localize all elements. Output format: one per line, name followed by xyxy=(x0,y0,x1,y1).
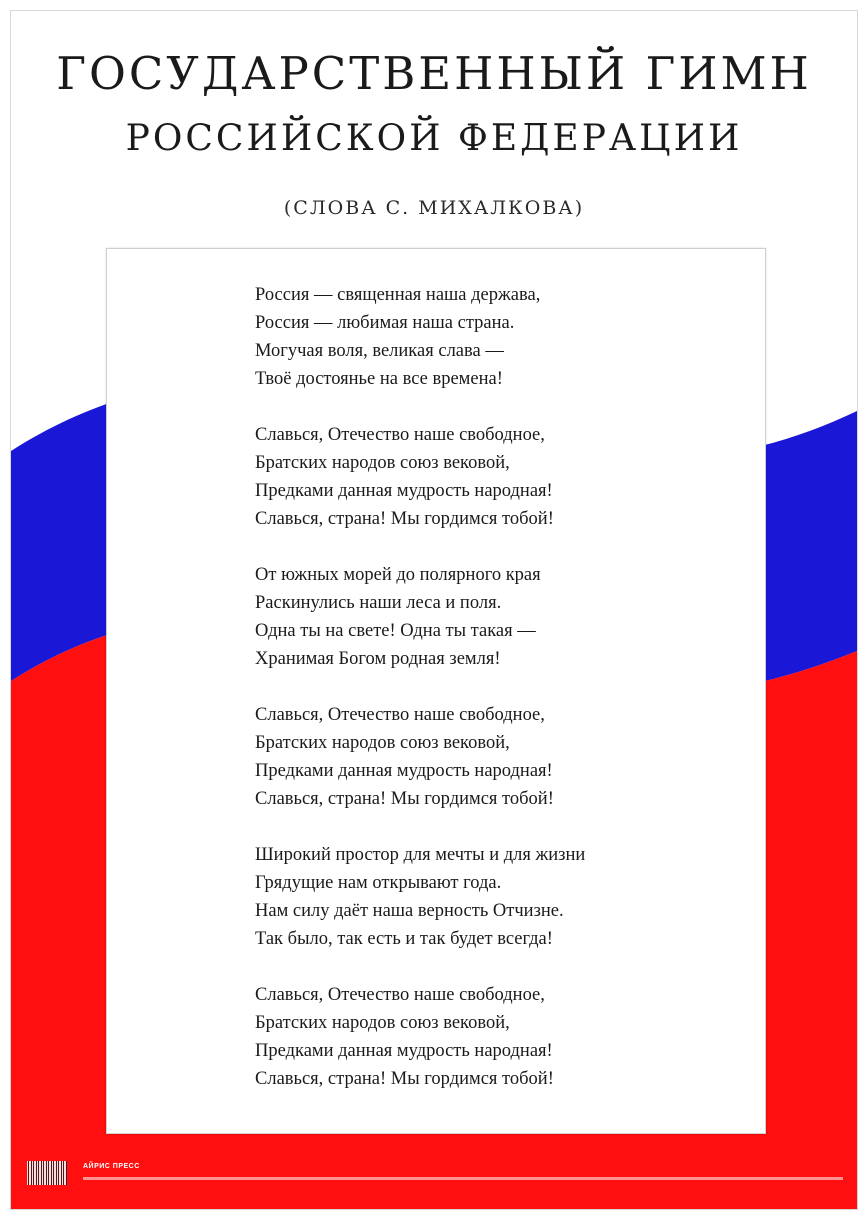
imprint-line xyxy=(83,1177,843,1180)
verse-line: Твоё достоянье на все времена! xyxy=(255,369,503,389)
verse-line: Могучая воля, великая слава — xyxy=(255,341,504,361)
verse-line: Славься, страна! Мы гордимся тобой! xyxy=(255,789,554,809)
anthem-poster xyxy=(10,10,858,1210)
verse-line: Братских народов союз вековой, xyxy=(255,453,510,473)
verse-line: Братских народов союз вековой, xyxy=(255,733,510,753)
verse xyxy=(255,701,585,813)
verse-line: Славься, Отечество наше свободное, xyxy=(255,985,545,1005)
verse-line: Предками данная мудрость народная! xyxy=(255,481,553,501)
verse xyxy=(255,421,585,533)
verse xyxy=(255,841,585,953)
verse-line: Братских народов союз вековой, xyxy=(255,1013,510,1033)
verses-container xyxy=(255,281,585,1121)
verse-line: Одна ты на свете! Одна ты такая — xyxy=(255,621,536,641)
verse-line: Славься, Отечество наше свободное, xyxy=(255,705,545,725)
verse-line: Славься, страна! Мы гордимся тобой! xyxy=(255,1069,554,1089)
author-credit: (СЛОВА С. МИХАЛКОВА) xyxy=(283,197,585,219)
page-title: ГОСУДАРСТВЕННЫЙ ГИМН xyxy=(56,47,812,100)
imprint-footer xyxy=(27,1159,847,1189)
barcode-icon xyxy=(27,1161,67,1185)
verse-line: Грядущие нам открывают года. xyxy=(255,873,502,893)
verse-line: Нам силу даёт наша верность Отчизне. xyxy=(255,901,564,921)
verse-line: Славься, страна! Мы гордимся тобой! xyxy=(255,509,554,529)
verse-line: Предками данная мудрость народная! xyxy=(255,761,553,781)
verse-line: Предками данная мудрость народная! xyxy=(255,1041,553,1061)
verse-line: Раскинулись наши леса и поля. xyxy=(255,593,502,613)
lyrics-panel xyxy=(106,248,766,1134)
verse xyxy=(255,281,585,393)
verse-line: Хранимая Богом родная земля! xyxy=(255,649,501,669)
verse-line: От южных морей до полярного края xyxy=(255,565,541,585)
verse-line: Россия — священная наша держава, xyxy=(255,285,541,305)
verse xyxy=(255,561,585,673)
verse xyxy=(255,981,585,1093)
publisher-name: АЙРИС ПРЕСС xyxy=(83,1163,140,1170)
verse-line: Россия — любимая наша страна. xyxy=(255,313,515,333)
verse-line: Славься, Отечество наше свободное, xyxy=(255,425,545,445)
verse-line: Широкий простор для мечты и для жизни xyxy=(255,845,586,865)
page-subtitle-federation: РОССИЙСКОЙ ФЕДЕРАЦИИ xyxy=(125,118,743,159)
verse-line: Так было, так есть и так будет всегда! xyxy=(255,929,553,949)
